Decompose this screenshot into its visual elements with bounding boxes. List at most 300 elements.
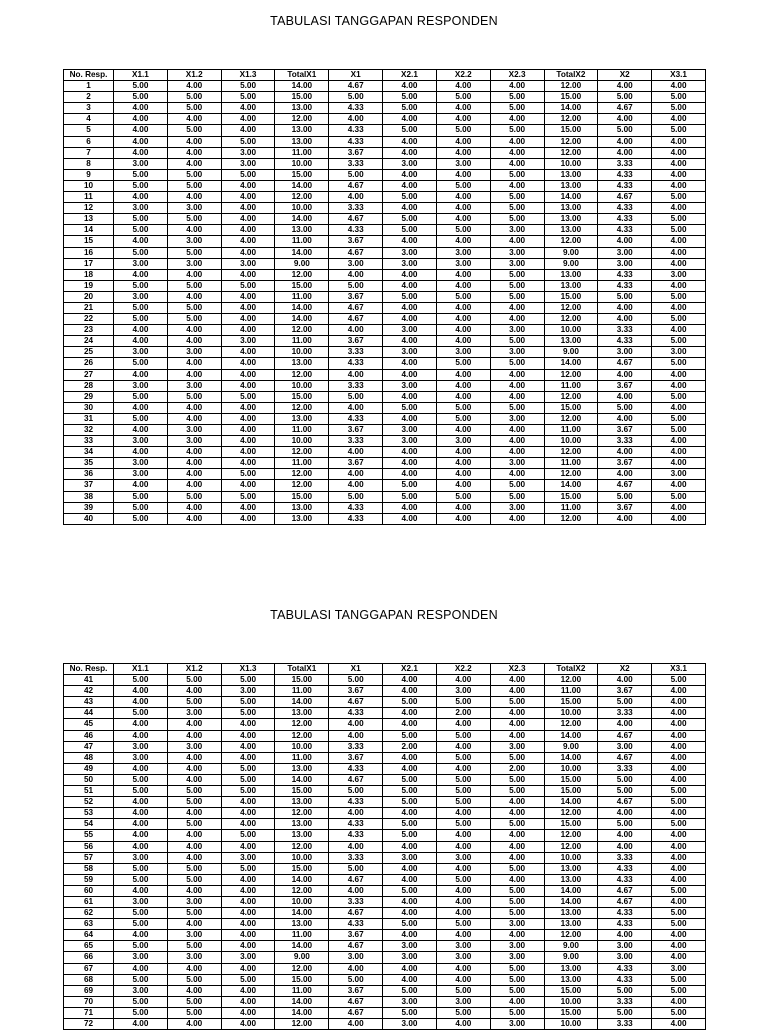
table-cell: 4.00 <box>490 114 544 125</box>
table-cell: 4.33 <box>598 863 652 874</box>
table-cell: 3.00 <box>114 291 168 302</box>
table-cell: 4.00 <box>383 686 437 697</box>
table-cell: 4.00 <box>114 147 168 158</box>
table-cell: 11.00 <box>275 236 329 247</box>
table-cell: 4.33 <box>598 225 652 236</box>
table-cell: 4.33 <box>329 708 383 719</box>
table-cell: 4.00 <box>652 147 706 158</box>
table-row <box>64 92 706 103</box>
table-cell: 3.00 <box>383 952 437 963</box>
table-cell: 38 <box>64 491 114 502</box>
table-cell: 4.00 <box>383 752 437 763</box>
table-cell: 5.00 <box>167 874 221 885</box>
table-cell: 13.00 <box>544 169 598 180</box>
table-cell: 4.00 <box>490 158 544 169</box>
table-cell: 11.00 <box>544 380 598 391</box>
column-header: X1 <box>329 70 383 81</box>
table-cell: 4.00 <box>221 325 275 336</box>
table-cell: 4.00 <box>221 291 275 302</box>
table-cell: 10.00 <box>544 996 598 1007</box>
table-cell: 15.00 <box>275 92 329 103</box>
table-cell: 9.00 <box>544 741 598 752</box>
table-cell: 4.33 <box>329 830 383 841</box>
table-cell: 15.00 <box>544 125 598 136</box>
table-cell: 5.00 <box>490 480 544 491</box>
table-row <box>64 369 706 380</box>
table-cell: 4.00 <box>221 203 275 214</box>
table-cell: 4.00 <box>652 808 706 819</box>
table-cell: 22 <box>64 314 114 325</box>
table-row <box>64 402 706 413</box>
table-cell: 4.33 <box>598 908 652 919</box>
table-cell: 4.00 <box>598 930 652 941</box>
table-cell: 10.00 <box>275 741 329 752</box>
table-cell: 4.00 <box>383 203 437 214</box>
table-cell: 12.00 <box>275 719 329 730</box>
table-cell: 4.00 <box>114 963 168 974</box>
table-cell: 3.00 <box>490 919 544 930</box>
table-cell: 4.00 <box>490 147 544 158</box>
table-cell: 3.33 <box>329 158 383 169</box>
table-cell: 10.00 <box>275 347 329 358</box>
table-cell: 58 <box>64 863 114 874</box>
table-cell: 4.00 <box>114 686 168 697</box>
table-cell: 4.00 <box>167 269 221 280</box>
table-cell: 13.00 <box>544 214 598 225</box>
table-cell: 3.33 <box>329 896 383 907</box>
table-cell: 3.00 <box>114 896 168 907</box>
table-cell: 5.00 <box>436 752 490 763</box>
table-cell: 4.00 <box>167 841 221 852</box>
table-cell: 13 <box>64 214 114 225</box>
table-cell: 4.00 <box>652 763 706 774</box>
table-cell: 4.00 <box>167 963 221 974</box>
table-cell: 5.00 <box>652 425 706 436</box>
table-cell: 4.00 <box>490 136 544 147</box>
table-cell: 3.33 <box>598 325 652 336</box>
table-cell: 5.00 <box>652 413 706 424</box>
table-cell: 5.00 <box>436 985 490 996</box>
table-cell: 13.00 <box>544 919 598 930</box>
table-cell: 5.00 <box>167 125 221 136</box>
table-cell: 11.00 <box>275 752 329 763</box>
table-row <box>64 919 706 930</box>
table-cell: 5.00 <box>652 819 706 830</box>
table-cell: 13.00 <box>544 908 598 919</box>
table-cell: 4.00 <box>490 236 544 247</box>
table-cell: 15.00 <box>544 491 598 502</box>
table-cell: 4.00 <box>383 369 437 380</box>
table-cell: 4.00 <box>221 808 275 819</box>
table-cell: 12.00 <box>275 1019 329 1030</box>
table-cell: 4.00 <box>114 325 168 336</box>
table-cell: 13.00 <box>275 136 329 147</box>
table-cell: 5.00 <box>383 797 437 808</box>
table-cell: 3.33 <box>598 996 652 1007</box>
table-cell: 5.00 <box>652 974 706 985</box>
table-cell: 12.00 <box>275 447 329 458</box>
table-cell: 4.00 <box>167 358 221 369</box>
table-cell: 4.00 <box>490 797 544 808</box>
table-cell: 5.00 <box>221 708 275 719</box>
table-cell: 35 <box>64 458 114 469</box>
table-cell: 4.00 <box>436 675 490 686</box>
table-cell: 5.00 <box>167 391 221 402</box>
table-cell: 3.00 <box>436 158 490 169</box>
table-cell: 3.00 <box>436 436 490 447</box>
table-cell: 5.00 <box>114 708 168 719</box>
table-cell: 3.67 <box>598 502 652 513</box>
table-cell: 4.00 <box>436 302 490 313</box>
table-cell: 3.00 <box>114 380 168 391</box>
table-cell: 4.00 <box>221 125 275 136</box>
table-cell: 12.00 <box>544 369 598 380</box>
table-cell: 5.00 <box>329 92 383 103</box>
table-row <box>64 214 706 225</box>
table-cell: 5.00 <box>652 336 706 347</box>
table-cell: 5.00 <box>490 280 544 291</box>
table-cell: 4.00 <box>652 774 706 785</box>
table-cell: 9.00 <box>544 247 598 258</box>
table-cell: 4.00 <box>329 885 383 896</box>
table-cell: 12.00 <box>544 719 598 730</box>
table-cell: 4.00 <box>221 719 275 730</box>
table-cell: 13.00 <box>275 103 329 114</box>
table-cell: 62 <box>64 908 114 919</box>
table-cell: 5.00 <box>436 730 490 741</box>
table-cell: 3.67 <box>598 380 652 391</box>
table-cell: 4.00 <box>652 114 706 125</box>
table-cell: 14.00 <box>275 180 329 191</box>
table-cell: 4.00 <box>167 81 221 92</box>
table-cell: 4.00 <box>114 797 168 808</box>
table-cell: 4.00 <box>598 413 652 424</box>
table-cell: 5.00 <box>436 786 490 797</box>
table-cell: 4.00 <box>436 380 490 391</box>
column-header: X2.1 <box>383 664 437 675</box>
table-cell: 4.00 <box>167 469 221 480</box>
table-cell: 56 <box>64 841 114 852</box>
table-row <box>64 885 706 896</box>
table-cell: 5.00 <box>490 92 544 103</box>
table-cell: 4.00 <box>436 719 490 730</box>
table-cell: 4.00 <box>436 314 490 325</box>
table-cell: 5.00 <box>598 491 652 502</box>
table-cell: 4.67 <box>598 896 652 907</box>
table-cell: 5.00 <box>652 192 706 203</box>
table-cell: 4.00 <box>383 513 437 524</box>
table-cell: 10.00 <box>544 763 598 774</box>
table-cell: 5.00 <box>436 180 490 191</box>
table-cell: 5.00 <box>114 413 168 424</box>
table-cell: 4.00 <box>329 402 383 413</box>
column-header: X1 <box>329 664 383 675</box>
table-cell: 4.00 <box>436 447 490 458</box>
table-cell: 14.00 <box>275 214 329 225</box>
table-cell: 4.00 <box>436 236 490 247</box>
table-cell: 5.00 <box>383 819 437 830</box>
table-cell: 11.00 <box>275 686 329 697</box>
table-cell: 12.00 <box>275 469 329 480</box>
table-cell: 5.00 <box>329 675 383 686</box>
table-cell: 3.33 <box>598 436 652 447</box>
table-cell: 5.00 <box>652 491 706 502</box>
table-cell: 3.00 <box>114 258 168 269</box>
table-cell: 4.00 <box>383 136 437 147</box>
table-cell: 4.00 <box>436 469 490 480</box>
table-cell: 10.00 <box>544 708 598 719</box>
table-cell: 5.00 <box>383 774 437 785</box>
table-cell: 4.00 <box>114 1019 168 1030</box>
table-cell: 4.00 <box>436 830 490 841</box>
table-cell: 3.00 <box>221 258 275 269</box>
table-cell: 14.00 <box>544 896 598 907</box>
table-cell: 3.33 <box>598 1019 652 1030</box>
table-cell: 4.00 <box>490 930 544 941</box>
table-cell: 3.67 <box>329 236 383 247</box>
table-cell: 3.00 <box>383 258 437 269</box>
table-cell: 5.00 <box>114 513 168 524</box>
table-cell: 4.00 <box>383 908 437 919</box>
table-cell: 5.00 <box>221 774 275 785</box>
table-cell: 15.00 <box>275 391 329 402</box>
table-cell: 13.00 <box>544 269 598 280</box>
table-cell: 5.00 <box>221 491 275 502</box>
table-cell: 15.00 <box>544 697 598 708</box>
table-cell: 14.00 <box>544 752 598 763</box>
table-cell: 8 <box>64 158 114 169</box>
table-cell: 3.00 <box>436 347 490 358</box>
table-cell: 5.00 <box>598 1007 652 1018</box>
table-cell: 5.00 <box>383 697 437 708</box>
table-cell: 3.33 <box>598 763 652 774</box>
table-row <box>64 996 706 1007</box>
table-cell: 4.00 <box>114 885 168 896</box>
table-cell: 64 <box>64 930 114 941</box>
table-cell: 5.00 <box>221 763 275 774</box>
table-cell: 4.00 <box>490 730 544 741</box>
table-cell: 12.00 <box>544 114 598 125</box>
table-cell: 12.00 <box>544 302 598 313</box>
table-cell: 14.00 <box>275 302 329 313</box>
table-cell: 5.00 <box>490 125 544 136</box>
table-cell: 5.00 <box>490 269 544 280</box>
table-cell: 4.00 <box>652 203 706 214</box>
table-cell: 15.00 <box>275 491 329 502</box>
table-cell: 4.00 <box>436 391 490 402</box>
table-cell: 5.00 <box>490 908 544 919</box>
table-cell: 4.00 <box>652 325 706 336</box>
table-cell: 18 <box>64 269 114 280</box>
table-cell: 3.00 <box>490 1019 544 1030</box>
table-cell: 14.00 <box>544 730 598 741</box>
table-cell: 13.00 <box>275 830 329 841</box>
table-cell: 5.00 <box>652 314 706 325</box>
table-row <box>64 469 706 480</box>
table-cell: 14.00 <box>275 874 329 885</box>
table-cell: 3.67 <box>329 147 383 158</box>
table-cell: 4.00 <box>383 458 437 469</box>
table-cell: 15.00 <box>544 1007 598 1018</box>
table-cell: 45 <box>64 719 114 730</box>
table-cell: 3.00 <box>167 952 221 963</box>
table-cell: 4.00 <box>383 719 437 730</box>
table-cell: 15.00 <box>544 786 598 797</box>
table-cell: 5.00 <box>383 830 437 841</box>
column-header: X2.1 <box>383 70 437 81</box>
table-row <box>64 513 706 524</box>
table-cell: 3.67 <box>329 752 383 763</box>
table-row <box>64 380 706 391</box>
table-cell: 11.00 <box>275 985 329 996</box>
table-cell: 11.00 <box>544 425 598 436</box>
table-cell: 3.00 <box>598 347 652 358</box>
table-cell: 3.00 <box>383 941 437 952</box>
table-cell: 5.00 <box>221 280 275 291</box>
table-row <box>64 708 706 719</box>
table-cell: 4.67 <box>329 697 383 708</box>
table-cell: 5.00 <box>221 697 275 708</box>
table-cell: 5.00 <box>598 985 652 996</box>
table-cell: 14.00 <box>275 81 329 92</box>
table-cell: 5.00 <box>383 1007 437 1018</box>
table-cell: 10.00 <box>544 325 598 336</box>
table-cell: 4.00 <box>167 480 221 491</box>
table-cell: 4.00 <box>114 930 168 941</box>
table-cell: 13.00 <box>544 974 598 985</box>
table-cell: 4.00 <box>598 675 652 686</box>
table-cell: 52 <box>64 797 114 808</box>
table-cell: 4.00 <box>652 302 706 313</box>
table-cell: 4.00 <box>598 841 652 852</box>
table-cell: 4.33 <box>598 214 652 225</box>
table-cell: 5.00 <box>114 502 168 513</box>
table-cell: 12.00 <box>275 402 329 413</box>
table-cell: 3.67 <box>329 985 383 996</box>
table-cell: 4.00 <box>221 114 275 125</box>
table-cell: 4.00 <box>436 863 490 874</box>
table-cell: 4.00 <box>383 841 437 852</box>
table-cell: 4.00 <box>383 874 437 885</box>
table-cell: 4.33 <box>329 358 383 369</box>
table-cell: 4.00 <box>114 192 168 203</box>
table-cell: 11.00 <box>275 930 329 941</box>
table-cell: 12.00 <box>544 413 598 424</box>
table-cell: 14.00 <box>544 480 598 491</box>
table-cell: 4.00 <box>114 719 168 730</box>
page-title-1: TABULASI TANGGAPAN RESPONDEN <box>270 14 498 28</box>
table-cell: 4.00 <box>490 513 544 524</box>
table-cell: 15.00 <box>275 280 329 291</box>
table-cell: 4.33 <box>329 125 383 136</box>
table-cell: 4.00 <box>383 169 437 180</box>
table-cell: 4.00 <box>221 314 275 325</box>
table-cell: 3.67 <box>598 425 652 436</box>
table-cell: 5.00 <box>490 103 544 114</box>
table-cell: 4.00 <box>652 236 706 247</box>
column-header: X1.2 <box>167 70 221 81</box>
table-cell: 3.00 <box>114 347 168 358</box>
table-cell: 5.00 <box>598 774 652 785</box>
table-cell: 12.00 <box>544 147 598 158</box>
table-cell: 3.67 <box>329 291 383 302</box>
table-cell: 4.00 <box>167 774 221 785</box>
table-cell: 3.33 <box>598 852 652 863</box>
table-cell: 5.00 <box>114 280 168 291</box>
table-cell: 3.00 <box>221 686 275 697</box>
table-cell: 4.00 <box>490 81 544 92</box>
table-cell: 3.00 <box>490 952 544 963</box>
table-cell: 4.00 <box>652 180 706 191</box>
table-cell: 4.00 <box>652 280 706 291</box>
table-row <box>64 819 706 830</box>
table-cell: 4.00 <box>490 369 544 380</box>
table-cell: 5.00 <box>221 675 275 686</box>
table-row <box>64 1019 706 1030</box>
table-cell: 4.00 <box>114 114 168 125</box>
table-cell: 3.33 <box>329 347 383 358</box>
table-cell: 5.00 <box>114 180 168 191</box>
table-cell: 10.00 <box>275 380 329 391</box>
table-cell: 5.00 <box>598 819 652 830</box>
table-cell: 13.00 <box>275 819 329 830</box>
table-cell: 3.00 <box>329 952 383 963</box>
table-cell: 14.00 <box>275 697 329 708</box>
table-cell: 4.00 <box>652 930 706 941</box>
table-cell: 11.00 <box>275 336 329 347</box>
table-cell: 3.00 <box>490 458 544 469</box>
table-cell: 4.00 <box>652 81 706 92</box>
table-cell: 4.00 <box>167 458 221 469</box>
table-cell: 4.00 <box>490 314 544 325</box>
table-cell: 5.00 <box>652 214 706 225</box>
table-cell: 4.00 <box>383 236 437 247</box>
table-cell: 4.00 <box>436 458 490 469</box>
table-cell: 4.00 <box>329 841 383 852</box>
table-cell: 4.00 <box>436 763 490 774</box>
table-cell: 3.00 <box>598 258 652 269</box>
table-cell: 10.00 <box>544 852 598 863</box>
table-cell: 12.00 <box>275 808 329 819</box>
table-cell: 4.67 <box>329 1007 383 1018</box>
table-cell: 4.00 <box>167 513 221 524</box>
table-cell: 10.00 <box>275 436 329 447</box>
table-cell: 10 <box>64 180 114 191</box>
table-cell: 4.00 <box>652 896 706 907</box>
table-cell: 12.00 <box>275 885 329 896</box>
table-cell: 4.00 <box>652 697 706 708</box>
table-cell: 4.00 <box>221 302 275 313</box>
table-cell: 5.00 <box>114 225 168 236</box>
table-cell: 5.00 <box>652 908 706 919</box>
table-cell: 5.00 <box>221 136 275 147</box>
table-cell: 4.00 <box>114 697 168 708</box>
table-cell: 4.00 <box>383 391 437 402</box>
table-cell: 9.00 <box>544 952 598 963</box>
table-cell: 4.00 <box>167 830 221 841</box>
table-cell: 4.00 <box>490 675 544 686</box>
table-row <box>64 436 706 447</box>
table-cell: 4.67 <box>329 180 383 191</box>
table-cell: 3.67 <box>329 336 383 347</box>
table-cell: 5.00 <box>221 863 275 874</box>
table-cell: 4.00 <box>167 686 221 697</box>
table-cell: 5.00 <box>167 697 221 708</box>
table-cell: 32 <box>64 425 114 436</box>
table-cell: 12.00 <box>544 841 598 852</box>
table-cell: 4.00 <box>221 896 275 907</box>
table-cell: 63 <box>64 919 114 930</box>
